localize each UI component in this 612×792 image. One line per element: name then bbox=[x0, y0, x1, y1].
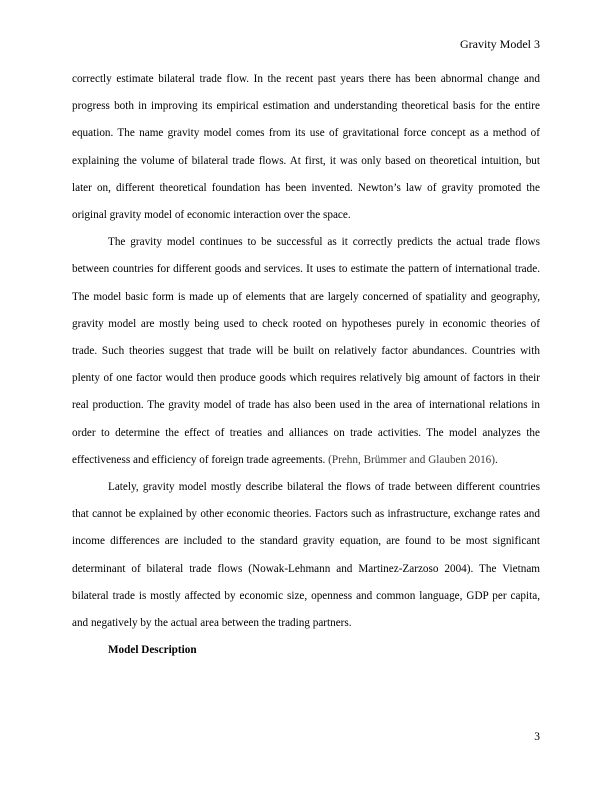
running-head: Gravity Model 3 bbox=[460, 37, 540, 51]
paragraph-2-end: . bbox=[495, 453, 498, 466]
section-heading: Model Description bbox=[108, 644, 197, 657]
page-number: 3 bbox=[534, 731, 540, 743]
paragraph-2 bbox=[72, 229, 540, 474]
paragraph-3: Lately, gravity model mostly describe bilateral the flows of trade between different countries that cannot be explained by other economic theories. Factors such as infrastructure, exchange rates and income differences are included to the standard gravity equation, are found to be most significant determinant of bilateral trade flows (Nowak-Lehmann and Martinez-Zarzoso 2004). The Vietnam bilateral trade is mostly affected by economic size, openness and common language, GDP per capita, and negatively by the actual area between the trading partners. bbox=[72, 481, 540, 630]
paragraph-1: correctly estimate bilateral trade flow. In the recent past years there has been abnormal change and progress both in improving its empirical estimation and understanding theoretical basis for the entire equation. The name gravity model comes from its use of gravitational force concept as a method of explaining the volume of bilateral trade flows. At first, it was only based on theoretical intuition, but later on, different theoretical foundation has been invented. Newton’s law of gravity promoted the original gravity model of economic interaction over the space. bbox=[72, 73, 540, 222]
citation: (Prehn, Brümmer and Glauben 2016) bbox=[328, 453, 495, 466]
paragraph-2-text: The gravity model continues to be successful as it correctly predicts the actual trade flows between countries for different goods and services. It uses to estimate the pattern of international trade. The model basic form is made up of elements that are largely concerned of spatiality and geography, gravity model are mostly being used to check rooted on hypotheses purely in economic theories of trade. Such theories suggest that trade will be built on relatively factor abundances. Countries with plenty of one factor would then produce goods which requires relatively big amount of factors in their real production. The gravity model of trade has also been used in the area of international relations in order to determine the effect of treaties and alliances on trade activities. The model analyzes the effectiveness and efficiency of foreign trade agreements. bbox=[72, 236, 540, 466]
body-text bbox=[72, 66, 540, 664]
